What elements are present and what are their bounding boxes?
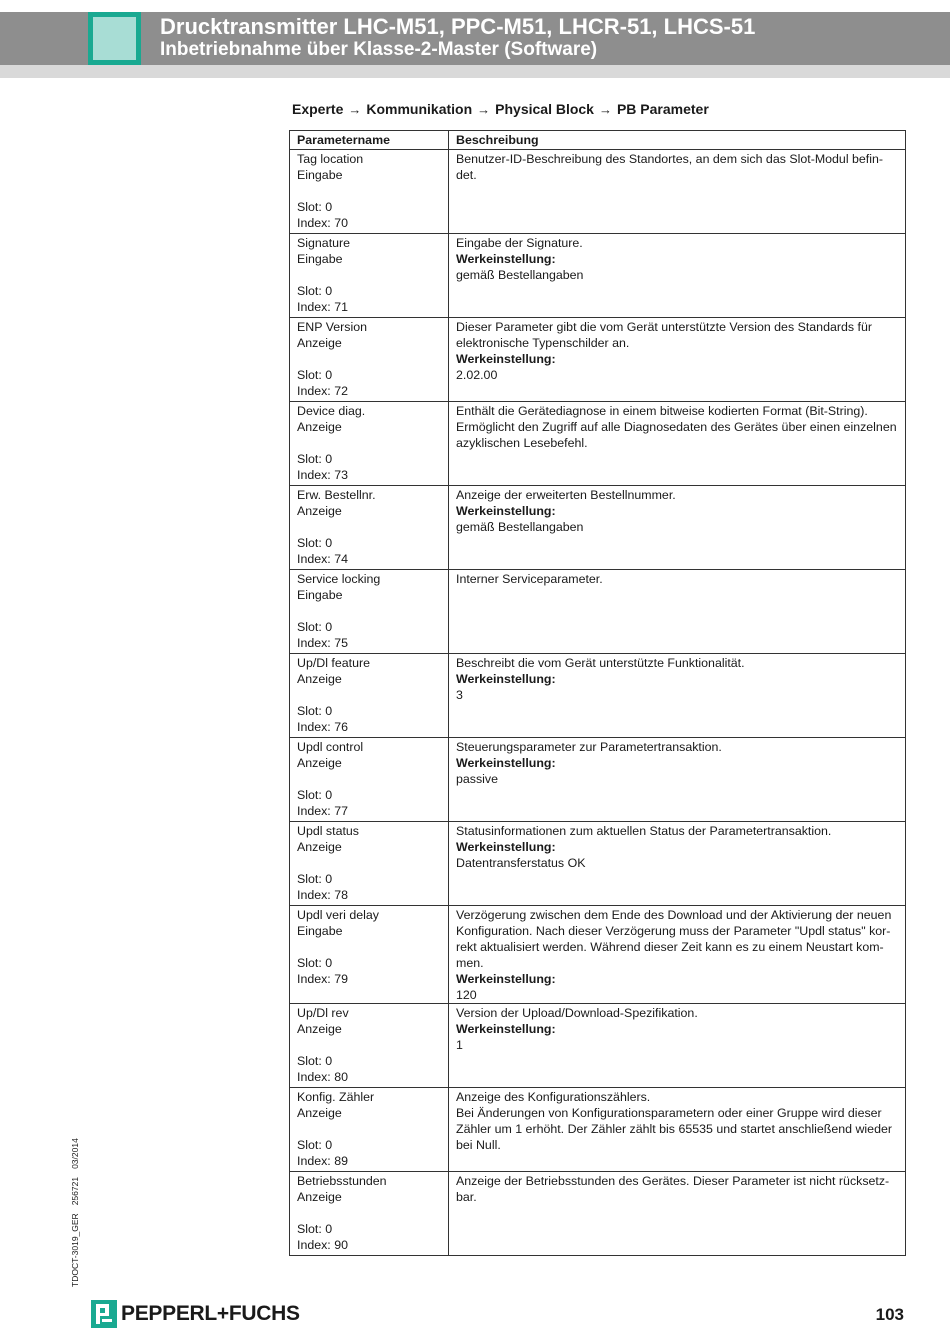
description-line: det. xyxy=(456,168,477,182)
description-line: rekt aktualisiert werden. Während dieser Zeit kann es zu einem Neustart kom- xyxy=(456,940,884,954)
slot-value: Slot: 0 xyxy=(297,704,333,718)
slot-value: Slot: 0 xyxy=(297,1138,333,1152)
breadcrumb-item-pb-parameter: PB Parameter xyxy=(616,101,709,117)
parameter-name: Betriebsstunden xyxy=(297,1174,387,1188)
pepperl-fuchs-logo-icon xyxy=(91,1300,117,1328)
arrow-right-icon: → xyxy=(598,102,612,117)
table-row xyxy=(290,234,906,318)
description-cell xyxy=(449,1004,906,1088)
parameter-name: Signature xyxy=(297,236,351,250)
description-cell xyxy=(449,738,906,822)
breadcrumb-item-physical-block: Physical Block xyxy=(495,101,594,117)
table-row xyxy=(290,1172,906,1256)
brand-logo xyxy=(91,1299,300,1329)
index-value: Index: 90 xyxy=(297,1238,348,1252)
table-body xyxy=(290,150,906,1256)
default-value: passive xyxy=(456,772,499,786)
access-mode: Anzeige xyxy=(297,1190,342,1204)
description-cell xyxy=(449,570,906,654)
column-header-parametername: Parametername xyxy=(290,131,449,150)
description-line: Anzeige der Betriebsstunden des Gerätes. Dieser Parameter ist nicht rücksetz- xyxy=(456,1174,890,1188)
access-mode: Eingabe xyxy=(297,168,343,182)
access-mode: Anzeige xyxy=(297,336,342,350)
parameter-name-cell xyxy=(290,318,449,402)
parameter-name: Up/Dl feature xyxy=(297,656,371,670)
description-line: azyklischen Lesebefehl. xyxy=(456,436,588,450)
parameter-name: Up/Dl rev xyxy=(297,1006,349,1020)
default-label: Werkeinstellung: xyxy=(456,972,556,986)
slot-value: Slot: 0 xyxy=(297,536,333,550)
index-value: Index: 77 xyxy=(297,804,348,818)
description-line: Interner Serviceparameter. xyxy=(456,572,603,586)
description-cell xyxy=(449,822,906,906)
description-line: Eingabe der Signature. xyxy=(456,236,583,250)
header-strip xyxy=(0,65,950,78)
arrow-right-icon: → xyxy=(477,102,491,117)
parameter-name-cell xyxy=(290,486,449,570)
slot-value: Slot: 0 xyxy=(297,368,333,382)
description-line: Beschreibt die vom Gerät unterstützte Funktionalität. xyxy=(456,656,745,670)
access-mode: Anzeige xyxy=(297,840,342,854)
description-line: Konfiguration. Nach dieser Verzögerung muss der Parameter "Updl status" kor- xyxy=(456,924,891,938)
parameter-name: Konfig. Zähler xyxy=(297,1090,375,1104)
default-value: 1 xyxy=(456,1038,463,1052)
description-line: Version der Upload/Download-Spezifikation. xyxy=(456,1006,698,1020)
parameter-name: Updl control xyxy=(297,740,364,754)
description-cell xyxy=(449,150,906,234)
parameter-name: Device diag. xyxy=(297,404,366,418)
description-line: Steuerungsparameter zur Parametertransaktion. xyxy=(456,740,722,754)
access-mode: Anzeige xyxy=(297,756,342,770)
description-line: Dieser Parameter gibt die vom Gerät unterstützte Version des Standards für xyxy=(456,320,872,334)
slot-value: Slot: 0 xyxy=(297,200,333,214)
parameter-name-cell xyxy=(290,402,449,486)
description-cell xyxy=(449,234,906,318)
breadcrumb-item-kommunikation: Kommunikation xyxy=(366,101,473,117)
table-row xyxy=(290,738,906,822)
index-value: Index: 74 xyxy=(297,552,348,566)
description-line: bei Null. xyxy=(456,1138,501,1152)
access-mode: Eingabe xyxy=(297,252,343,266)
parameter-name-cell xyxy=(290,1004,449,1088)
index-value: Index: 78 xyxy=(297,888,348,902)
access-mode: Anzeige xyxy=(297,504,342,518)
parameter-name: Erw. Bestellnr. xyxy=(297,488,376,502)
description-line: men. xyxy=(456,956,484,970)
index-value: Index: 75 xyxy=(297,636,348,650)
table-row xyxy=(290,402,906,486)
access-mode: Anzeige xyxy=(297,672,342,686)
slot-value: Slot: 0 xyxy=(297,284,333,298)
access-mode: Eingabe xyxy=(297,924,343,938)
index-value: Index: 80 xyxy=(297,1070,348,1084)
breadcrumb-item-experte: Experte xyxy=(292,101,344,117)
description-line: Anzeige des Konfigurationszählers. xyxy=(456,1090,651,1104)
doc-id: TDOCT-3019_GER xyxy=(70,1213,80,1287)
table-row xyxy=(290,1088,906,1172)
table-row xyxy=(290,486,906,570)
arrow-right-icon: → xyxy=(348,102,362,117)
description-cell xyxy=(449,318,906,402)
default-value: Datentransferstatus OK xyxy=(456,856,586,870)
description-line: bar. xyxy=(456,1190,477,1204)
table-row xyxy=(290,150,906,234)
default-label: Werkeinstellung: xyxy=(456,504,556,518)
access-mode: Anzeige xyxy=(297,420,342,434)
index-value: Index: 70 xyxy=(297,216,348,230)
description-cell xyxy=(449,486,906,570)
parameter-name-cell xyxy=(290,234,449,318)
brand-name: PEPPERL+FUCHS xyxy=(121,1302,300,1325)
index-value: Index: 71 xyxy=(297,300,348,314)
index-value: Index: 89 xyxy=(297,1154,348,1168)
default-label: Werkeinstellung: xyxy=(456,756,556,770)
slot-value: Slot: 0 xyxy=(297,872,333,886)
table-row xyxy=(290,570,906,654)
chapter-marker-square xyxy=(88,12,141,65)
slot-value: Slot: 0 xyxy=(297,788,333,802)
description-line: Enthält die Gerätediagnose in einem bitweise kodierten Format (Bit-String). xyxy=(456,404,868,418)
default-label: Werkeinstellung: xyxy=(456,840,556,854)
parameter-name: Tag location xyxy=(297,152,364,166)
parameter-name: Updl veri delay xyxy=(297,908,379,922)
section-title: Inbetriebnahme über Klasse-2-Master (Software) xyxy=(160,39,598,60)
document-title: Drucktransmitter LHC-M51, PPC-M51, LHCR-51, LHCS-51 xyxy=(160,14,756,39)
description-line: Benutzer-ID-Beschreibung des Standortes, an dem sich das Slot-Modul befin- xyxy=(456,152,884,166)
parameter-name-cell xyxy=(290,1088,449,1172)
default-value: 120 xyxy=(456,988,477,1002)
table-row xyxy=(290,1004,906,1088)
description-line: Bei Änderungen von Konfigurationsparametern oder einer Gruppe wird dieser xyxy=(456,1106,882,1120)
slot-value: Slot: 0 xyxy=(297,620,333,634)
default-value: 2.02.00 xyxy=(456,368,498,382)
access-mode: Anzeige xyxy=(297,1022,342,1036)
default-label: Werkeinstellung: xyxy=(456,352,556,366)
slot-value: Slot: 0 xyxy=(297,1054,333,1068)
parameter-name-cell xyxy=(290,150,449,234)
description-line: Ermöglicht den Zugriff auf alle Diagnosedaten des Gerätes über einen einzelnen xyxy=(456,420,897,434)
table-row xyxy=(290,318,906,402)
parameter-name: Service locking xyxy=(297,572,381,586)
table-header-row xyxy=(290,131,906,150)
parameter-name-cell xyxy=(290,738,449,822)
index-value: Index: 72 xyxy=(297,384,348,398)
table-row xyxy=(290,906,906,1004)
description-line: Statusinformationen zum aktuellen Status der Parametertransaktion. xyxy=(456,824,832,838)
doc-number: 256721 xyxy=(70,1176,80,1206)
parameter-name-cell xyxy=(290,906,449,1004)
description-line: Zähler um 1 erhöht. Der Zähler zählt bis 65535 und startet anschließend wieder xyxy=(456,1122,892,1136)
description-line: Anzeige der erweiterten Bestellnummer. xyxy=(456,488,676,502)
column-header-beschreibung: Beschreibung xyxy=(449,131,906,150)
description-cell xyxy=(449,906,906,1004)
slot-value: Slot: 0 xyxy=(297,956,333,970)
doc-date: 03/2014 xyxy=(70,1138,80,1169)
table-row xyxy=(290,654,906,738)
description-cell xyxy=(449,654,906,738)
default-label: Werkeinstellung: xyxy=(456,252,556,266)
parameter-name: Updl status xyxy=(297,824,359,838)
access-mode: Anzeige xyxy=(297,1106,342,1120)
default-value: gemäß Bestellangaben xyxy=(456,520,584,534)
breadcrumb xyxy=(292,99,709,120)
default-value: gemäß Bestellangaben xyxy=(456,268,584,282)
index-value: Index: 79 xyxy=(297,972,348,986)
parameter-name: ENP Version xyxy=(297,320,368,334)
description-cell xyxy=(449,1088,906,1172)
parameter-name-cell xyxy=(290,570,449,654)
index-value: Index: 76 xyxy=(297,720,348,734)
default-value: 3 xyxy=(456,688,463,702)
parameter-table xyxy=(289,130,906,1256)
slot-value: Slot: 0 xyxy=(297,452,333,466)
description-cell xyxy=(449,402,906,486)
slot-value: Slot: 0 xyxy=(297,1222,333,1236)
document-reference xyxy=(70,1130,80,1287)
parameter-name-cell xyxy=(290,654,449,738)
parameter-name-cell xyxy=(290,822,449,906)
default-label: Werkeinstellung: xyxy=(456,672,556,686)
index-value: Index: 73 xyxy=(297,468,348,482)
description-line: elektronische Typenschilder an. xyxy=(456,336,630,350)
page-number: 103 xyxy=(875,1305,904,1324)
description-cell xyxy=(449,1172,906,1256)
default-label: Werkeinstellung: xyxy=(456,1022,556,1036)
description-line: Verzögerung zwischen dem Ende des Download und der Aktivierung der neuen xyxy=(456,908,892,922)
access-mode: Eingabe xyxy=(297,588,343,602)
parameter-name-cell xyxy=(290,1172,449,1256)
table-row xyxy=(290,822,906,906)
